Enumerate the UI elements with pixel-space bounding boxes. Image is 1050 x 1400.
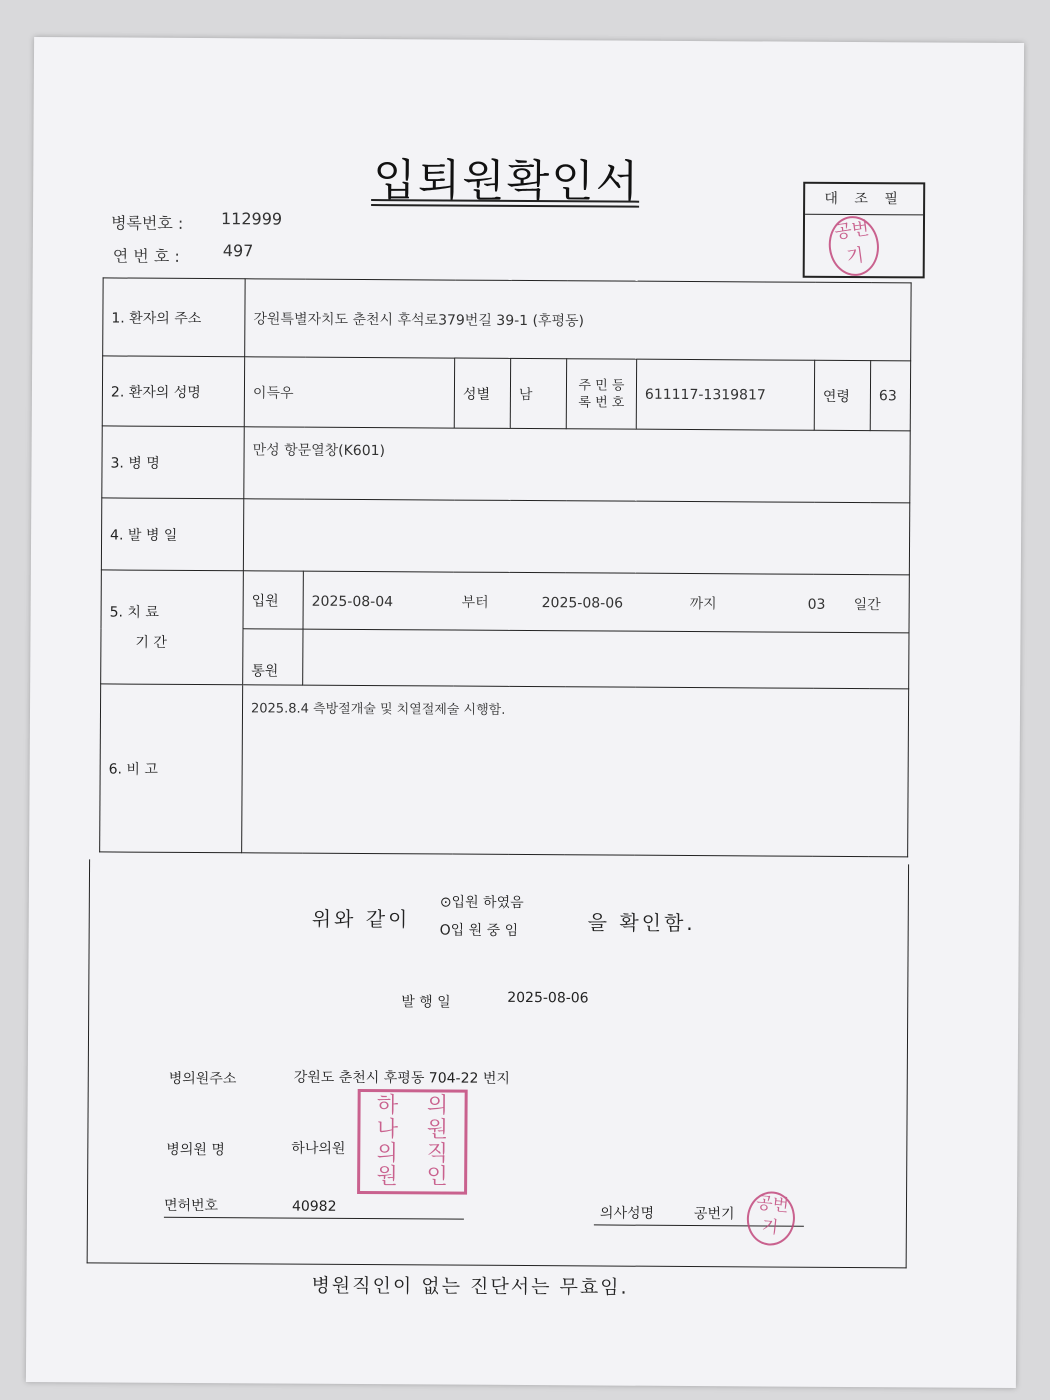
option-inpatient: O입 원 중 임 (439, 922, 519, 939)
period-label-1: 5. 치 료 (109, 603, 159, 621)
name-label: 2. 환자의 성명 (102, 356, 244, 427)
document-title: 입퇴원확인서 (373, 155, 641, 208)
name-value: 이득우 (244, 357, 454, 428)
seal-char-8: 인 (426, 1164, 448, 1190)
doctor-seal-small: 공번기 (825, 213, 883, 279)
address-label: 1. 환자의 주소 (103, 278, 245, 357)
sex-value: 남 (510, 358, 566, 428)
onset-label: 4. 발 병 일 (101, 498, 243, 571)
hospital-address: 강원도 춘천시 후평동 704-22 번지 (293, 1069, 510, 1087)
inpatient-row (101, 570, 909, 633)
serial-no: 497 (222, 241, 254, 261)
seal-char-6: 직 (426, 1140, 449, 1167)
period-label-2: 기 간 (135, 634, 167, 651)
doctor-label: 의사성명 (599, 1205, 655, 1222)
seal-char-3: 나 (376, 1116, 399, 1142)
hospital-name: 하나의원 (291, 1140, 346, 1157)
disease-value: 만성 항문열창(K601) (244, 427, 910, 503)
sex-label: 성별 (454, 358, 510, 428)
seal-char-5: 의 (376, 1140, 399, 1166)
start-date: 2025-08-04 (311, 593, 394, 610)
inpatient-period (303, 571, 909, 633)
rrn-label: 주 민 등 록 번 호 (566, 359, 636, 429)
serial-no-label: 연 번 호 : (112, 246, 180, 266)
hospital-address-label: 병의원주소 (168, 1070, 237, 1088)
inpatient-label: 입원 (243, 571, 303, 629)
address-value: 강원특별자치도 춘천시 후석로379번길 39-1 (후평동) (245, 279, 911, 361)
days-value: 03 (807, 596, 826, 613)
document-paper (26, 37, 1024, 1388)
license-label: 면허번호 (163, 1197, 219, 1215)
doctor-name: 공번기 (693, 1206, 735, 1223)
remarks-value: 2025.8.4 측방절개술 및 치열절제술 시행함. (242, 685, 909, 857)
age-label: 연령 (814, 360, 870, 430)
record-no-label: 병록번호 : (110, 213, 184, 233)
verification-stamp-box (803, 182, 926, 279)
stamp-header: 대 조 필 (805, 184, 923, 216)
footer-notice: 병원직인이 없는 진단서는 무효임. (311, 1274, 629, 1299)
disease-label: 3. 병 명 (102, 426, 244, 499)
license-line (164, 1195, 464, 1220)
license-number: 40982 (291, 1198, 337, 1215)
hospital-seal (357, 1089, 468, 1195)
seal-char-7: 원 (376, 1164, 398, 1190)
confirm-prefix: 위와 같이 (311, 906, 411, 932)
seal-char-1: 하 (376, 1093, 399, 1119)
issue-date-label: 발 행 일 (401, 994, 451, 1011)
confirm-suffix: 을 확인함. (587, 910, 696, 936)
period-label (101, 570, 244, 685)
remarks-row (100, 684, 909, 857)
onset-value (243, 499, 909, 575)
outpatient-period (303, 629, 909, 689)
hospital-name-label: 병의원 명 (166, 1141, 225, 1159)
onset-row (101, 498, 909, 575)
rrn-value: 611117-1319817 (636, 359, 814, 430)
outpatient-label: 통원 (243, 629, 303, 685)
disease-row (102, 426, 910, 503)
address-row (103, 278, 911, 361)
name-row (102, 356, 910, 431)
remarks-label: 6. 비 고 (100, 684, 243, 853)
seal-char-4: 원 (426, 1117, 449, 1143)
record-no: 112999 (220, 209, 283, 229)
age-value: 63 (870, 361, 910, 431)
days-unit: 일간 (853, 596, 881, 613)
seal-char-2: 의 (426, 1093, 449, 1119)
end-date: 2025-08-06 (541, 594, 624, 612)
option-admitted: ⊙입원 하였음 (439, 894, 524, 911)
to-label: 까지 (689, 595, 717, 612)
issue-date: 2025-08-06 (507, 989, 589, 1007)
doctor-seal: 공번기 (744, 1189, 798, 1248)
patient-info-table (99, 277, 912, 857)
from-label: 부터 (461, 594, 489, 611)
